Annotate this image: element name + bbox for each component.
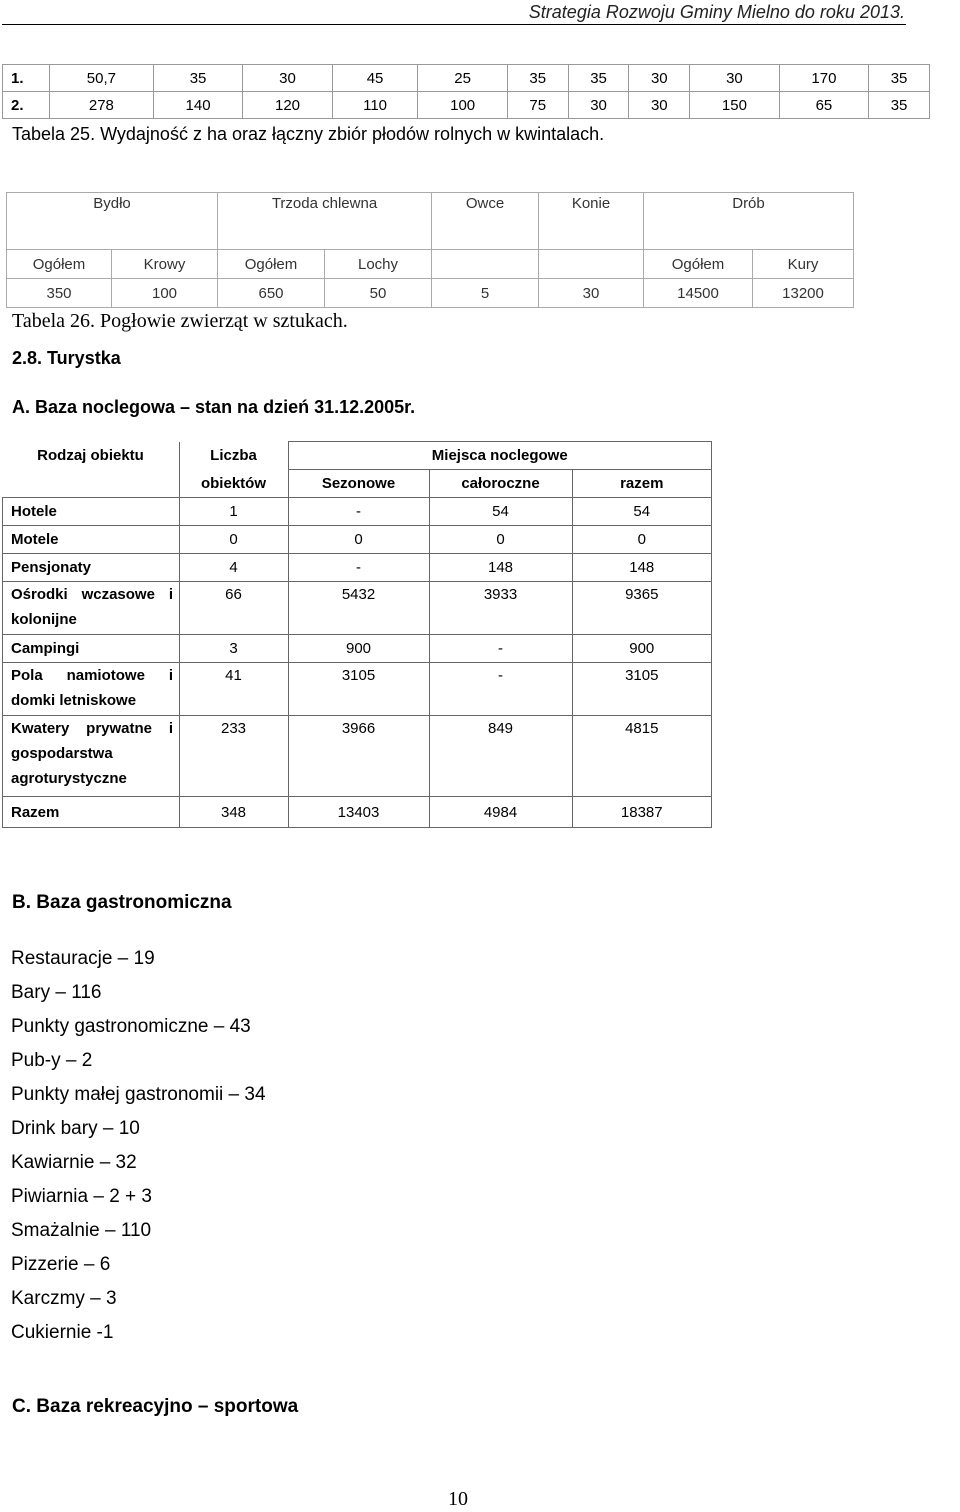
table-row bbox=[3, 716, 712, 797]
sub-header: Krowy bbox=[112, 250, 218, 279]
list-item: Cukiernie -1 bbox=[11, 1322, 114, 1343]
row-label: Motele bbox=[3, 526, 180, 554]
row-label: Ośrodki wczasowe i kolonijne bbox=[3, 582, 180, 635]
table-cell: 1 bbox=[179, 498, 288, 526]
table-cell: 75 bbox=[507, 92, 568, 119]
table-26-caption: Tabela 26. Pogłowie zwierząt w sztukach. bbox=[12, 310, 348, 332]
list-item: Pizzerie – 6 bbox=[11, 1254, 111, 1275]
page-number: 10 bbox=[448, 1488, 468, 1510]
table-cell: 30 bbox=[629, 92, 690, 119]
list-item: Piwiarnia – 2 + 3 bbox=[11, 1186, 152, 1207]
list-item: Pub-y – 2 bbox=[11, 1050, 93, 1071]
table-cell: 3933 bbox=[429, 582, 572, 635]
table-row bbox=[3, 65, 930, 92]
list-item: Punkty małej gastronomii – 34 bbox=[11, 1084, 266, 1105]
row-label: Hotele bbox=[3, 498, 180, 526]
table-cell: 650 bbox=[218, 279, 325, 308]
sub-header bbox=[539, 250, 644, 279]
table-cell: 50 bbox=[325, 279, 432, 308]
list-item: Bary – 116 bbox=[11, 982, 102, 1003]
table-cell: 148 bbox=[572, 554, 712, 582]
table-cell: 13403 bbox=[288, 797, 429, 828]
list-item: Smażalnie – 110 bbox=[11, 1220, 152, 1241]
group-header: Drób bbox=[644, 193, 854, 250]
table-cell: 54 bbox=[429, 498, 572, 526]
row-label: Pensjonaty bbox=[3, 554, 180, 582]
table-cell: 0 bbox=[429, 526, 572, 554]
table-header-row bbox=[7, 193, 854, 250]
sub-header: Ogółem bbox=[218, 250, 325, 279]
table-cell: 0 bbox=[179, 526, 288, 554]
gastronomy-list bbox=[11, 942, 266, 1350]
table-cell: 3105 bbox=[288, 663, 429, 716]
table-row bbox=[3, 582, 712, 635]
table-cell: 35 bbox=[153, 65, 242, 92]
table-cell: 35 bbox=[507, 65, 568, 92]
sub-header: Ogółem bbox=[644, 250, 753, 279]
table-cell: 13200 bbox=[753, 279, 854, 308]
table-row bbox=[3, 526, 712, 554]
table-subheader-row bbox=[7, 250, 854, 279]
table-cell: 54 bbox=[572, 498, 712, 526]
table-cell: 120 bbox=[243, 92, 332, 119]
table-subheader-row bbox=[3, 470, 712, 498]
group-header: Bydło bbox=[7, 193, 218, 250]
group-header: Owce bbox=[432, 193, 539, 250]
sub-header: Kury bbox=[753, 250, 854, 279]
table-cell: 140 bbox=[153, 92, 242, 119]
table-cell: 3105 bbox=[572, 663, 712, 716]
table-cell: 30 bbox=[568, 92, 629, 119]
table-row bbox=[7, 279, 854, 308]
table-cell: - bbox=[288, 498, 429, 526]
group-header: Trzoda chlewna bbox=[218, 193, 432, 250]
table-cell: 278 bbox=[50, 92, 154, 119]
table-cell: - bbox=[288, 554, 429, 582]
list-item: Restauracje – 19 bbox=[11, 948, 155, 969]
table-cell: 30 bbox=[539, 279, 644, 308]
table-cell: 35 bbox=[869, 65, 930, 92]
sub-header bbox=[432, 250, 539, 279]
table-cell: 900 bbox=[572, 635, 712, 663]
table-cell: 100 bbox=[418, 92, 507, 119]
accommodation-table bbox=[2, 441, 712, 828]
table-cell: 348 bbox=[179, 797, 288, 828]
table-cell: 148 bbox=[429, 554, 572, 582]
table-cell: 849 bbox=[429, 716, 572, 797]
section-heading: C. Baza rekreacyjno – sportowa bbox=[12, 1396, 299, 1417]
row-label: Campingi bbox=[3, 635, 180, 663]
sub-header: Lochy bbox=[325, 250, 432, 279]
table-cell: 30 bbox=[690, 65, 779, 92]
row-label: Razem bbox=[3, 797, 180, 828]
table-header-row bbox=[3, 442, 712, 470]
table-cell: 41 bbox=[179, 663, 288, 716]
sub-header: Ogółem bbox=[7, 250, 112, 279]
column-header: Sezonowe bbox=[288, 470, 429, 498]
table-cell: 150 bbox=[690, 92, 779, 119]
table-cell: - bbox=[429, 663, 572, 716]
table-cell: 0 bbox=[288, 526, 429, 554]
table-row bbox=[3, 635, 712, 663]
table-cell: 30 bbox=[629, 65, 690, 92]
table-cell: 45 bbox=[332, 65, 418, 92]
table-cell: 18387 bbox=[572, 797, 712, 828]
header-rule bbox=[2, 24, 906, 25]
page-header: Strategia Rozwoju Gminy Mielno do roku 2013. bbox=[528, 2, 905, 22]
row-label: 2. bbox=[3, 92, 50, 119]
table-row bbox=[3, 498, 712, 526]
table-cell: 3966 bbox=[288, 716, 429, 797]
table-cell: 4 bbox=[179, 554, 288, 582]
table-cell: 35 bbox=[568, 65, 629, 92]
table-cell: 14500 bbox=[644, 279, 753, 308]
table-cell: 4815 bbox=[572, 716, 712, 797]
column-header: Rodzaj obiektu bbox=[37, 447, 144, 464]
column-header: obiektów bbox=[179, 470, 288, 498]
list-item: Karczmy – 3 bbox=[11, 1288, 117, 1309]
column-header: całoroczne bbox=[429, 470, 572, 498]
column-header: Miejsca noclegowe bbox=[288, 442, 712, 470]
table-cell: 110 bbox=[332, 92, 418, 119]
table-cell: 25 bbox=[418, 65, 507, 92]
list-item: Punkty gastronomiczne – 43 bbox=[11, 1016, 251, 1037]
table-cell: 9365 bbox=[572, 582, 712, 635]
table-cell: 100 bbox=[112, 279, 218, 308]
table-cell: 170 bbox=[779, 65, 868, 92]
table-25-caption: Tabela 25. Wydajność z ha oraz łączny zbiór płodów rolnych w kwintalach. bbox=[12, 124, 605, 144]
column-header: Liczba bbox=[179, 442, 288, 470]
list-item: Drink bary – 10 bbox=[11, 1118, 140, 1139]
table-24-tail bbox=[2, 64, 930, 119]
table-cell: 30 bbox=[243, 65, 332, 92]
table-cell: 5432 bbox=[288, 582, 429, 635]
table-cell: 66 bbox=[179, 582, 288, 635]
table-cell: 50,7 bbox=[50, 65, 154, 92]
row-label: Kwatery prywatne i gospodarstwa agroturystyczne bbox=[3, 716, 180, 797]
table-cell: - bbox=[429, 635, 572, 663]
row-label: 1. bbox=[3, 65, 50, 92]
section-heading: B. Baza gastronomiczna bbox=[12, 892, 232, 913]
table-cell: 900 bbox=[288, 635, 429, 663]
section-heading: A. Baza noclegowa – stan na dzień 31.12.2005r. bbox=[12, 397, 416, 417]
table-cell: 3 bbox=[179, 635, 288, 663]
table-cell: 350 bbox=[7, 279, 112, 308]
list-item: Kawiarnie – 32 bbox=[11, 1152, 137, 1173]
table-cell: 4984 bbox=[429, 797, 572, 828]
table-cell: 233 bbox=[179, 716, 288, 797]
section-heading: 2.8. Turystka bbox=[12, 348, 121, 368]
table-row bbox=[3, 92, 930, 119]
table-cell: 35 bbox=[869, 92, 930, 119]
table-row bbox=[3, 554, 712, 582]
row-label: Pola namiotowe i domki letniskowe bbox=[3, 663, 180, 716]
table-row bbox=[3, 797, 712, 828]
table-cell: 0 bbox=[572, 526, 712, 554]
column-header: razem bbox=[572, 470, 712, 498]
table-row bbox=[3, 663, 712, 716]
table-cell: 5 bbox=[432, 279, 539, 308]
group-header: Konie bbox=[539, 193, 644, 250]
table-25 bbox=[6, 192, 854, 308]
table-cell: 65 bbox=[779, 92, 868, 119]
